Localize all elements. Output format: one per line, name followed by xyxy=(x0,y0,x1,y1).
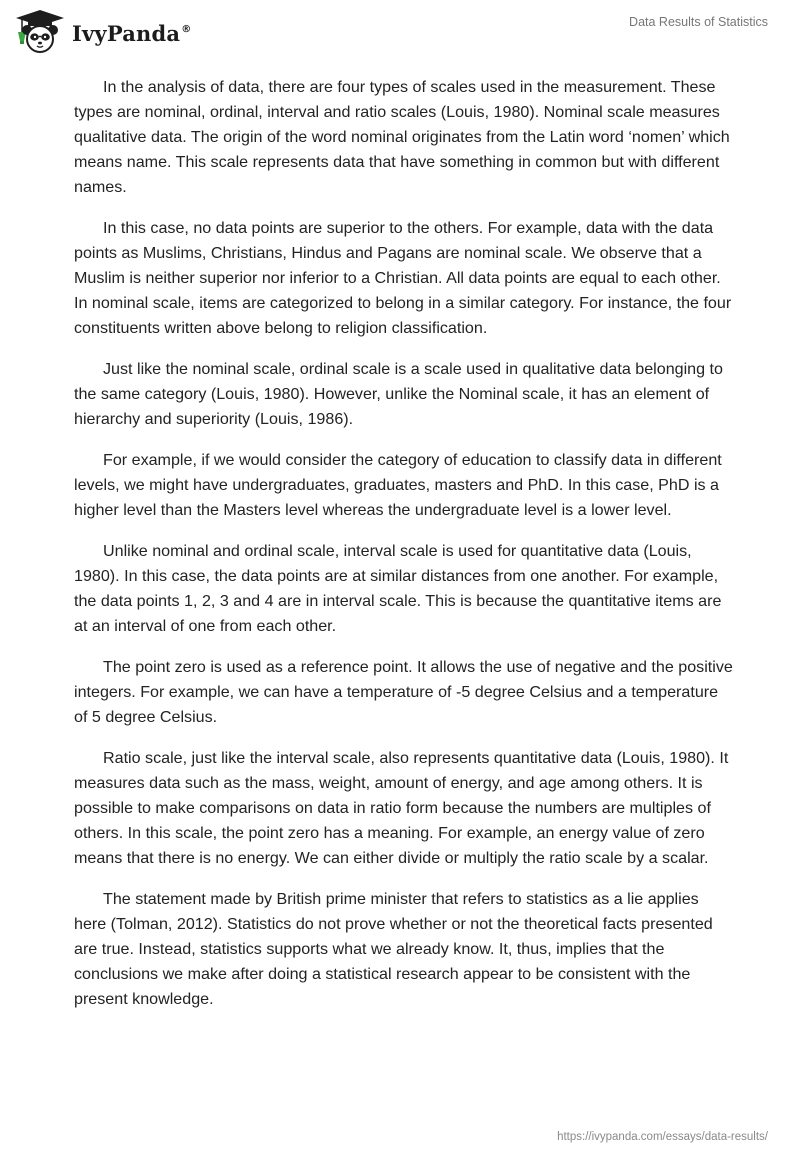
paragraph: Ratio scale, just like the interval scale, also represents quantitative data (Louis, 1980). It measures data such as the mass, weight, amount of energy, and age among others. It is possible to make comparisons on data in ratio form because the numbers are multiples of others. In this scale, the point zero has a meaning. For example, an energy value of zero means that there is no energy. We can either divide or multiply the ratio scale by a scalar. xyxy=(74,749,729,867)
paragraph: Just like the nominal scale, ordinal scale is a scale used in qualitative data belonging to the same category (Louis, 1980). However, unlike the Nominal scale, it has an element of hierarchy and superiority (Louis, 1986). xyxy=(74,360,723,428)
page-header xyxy=(0,0,800,60)
paragraph: For example, if we would consider the category of education to classify data in different levels, we might have undergraduates, graduates, masters and PhD. In this case, PhD is a higher level than the Masters level whereas the undergraduate level is a lower level. xyxy=(74,451,722,519)
document-title: Data Results of Statistics xyxy=(629,15,768,29)
brand-name-text: IvyPanda xyxy=(72,20,181,46)
source-url[interactable]: https://ivypanda.com/essays/data-results/ xyxy=(557,1131,768,1143)
paragraph: The statement made by British prime minister that refers to statistics as a lie applies here (Tolman, 2012). Statistics do not prove whether or not the theoretical facts presented are true. Instead, statistics supports what we already know. It, thus, implies that the conclusions we make after doing a statistical research appear to be consistent with the present knowledge. xyxy=(74,890,713,1008)
panda-graduate-icon xyxy=(14,8,66,56)
paragraph: Unlike nominal and ordinal scale, interval scale is used for quantitative data (Louis, 1980). In this case, the data points are at similar distances from one another. For example, the data points 1, 2, 3 and 4 are in interval scale. This is because the quantitative items are at an interval of one from each other. xyxy=(74,542,722,635)
essay-body xyxy=(74,75,734,1028)
paragraph: In the analysis of data, there are four types of scales used in the measurement. These types are nominal, ordinal, interval and ratio scales (Louis, 1980). Nominal scale measures qualitative data. The origin of the word nominal originates from the Latin word ‘nomen’ which means name. This scale represents data that have something in common but with different names. xyxy=(74,78,730,196)
registered-mark: ® xyxy=(181,23,192,35)
ivypanda-logo[interactable] xyxy=(14,8,191,56)
paragraph: The point zero is used as a reference point. It allows the use of negative and the positive integers. For example, we can have a temperature of -5 degree Celsius and a temperature of 5 degree Celsius. xyxy=(74,658,733,726)
paragraph: In this case, no data points are superior to the others. For example, data with the data points as Muslims, Christians, Hindus and Pagans are nominal scale. We observe that a Muslim is neither superior nor inferior to a Christian. All data points are equal to each other. In nominal scale, items are categorized to belong in a similar category. For instance, the four constituents written above belong to religion classification. xyxy=(74,219,732,337)
brand-name xyxy=(72,21,191,46)
